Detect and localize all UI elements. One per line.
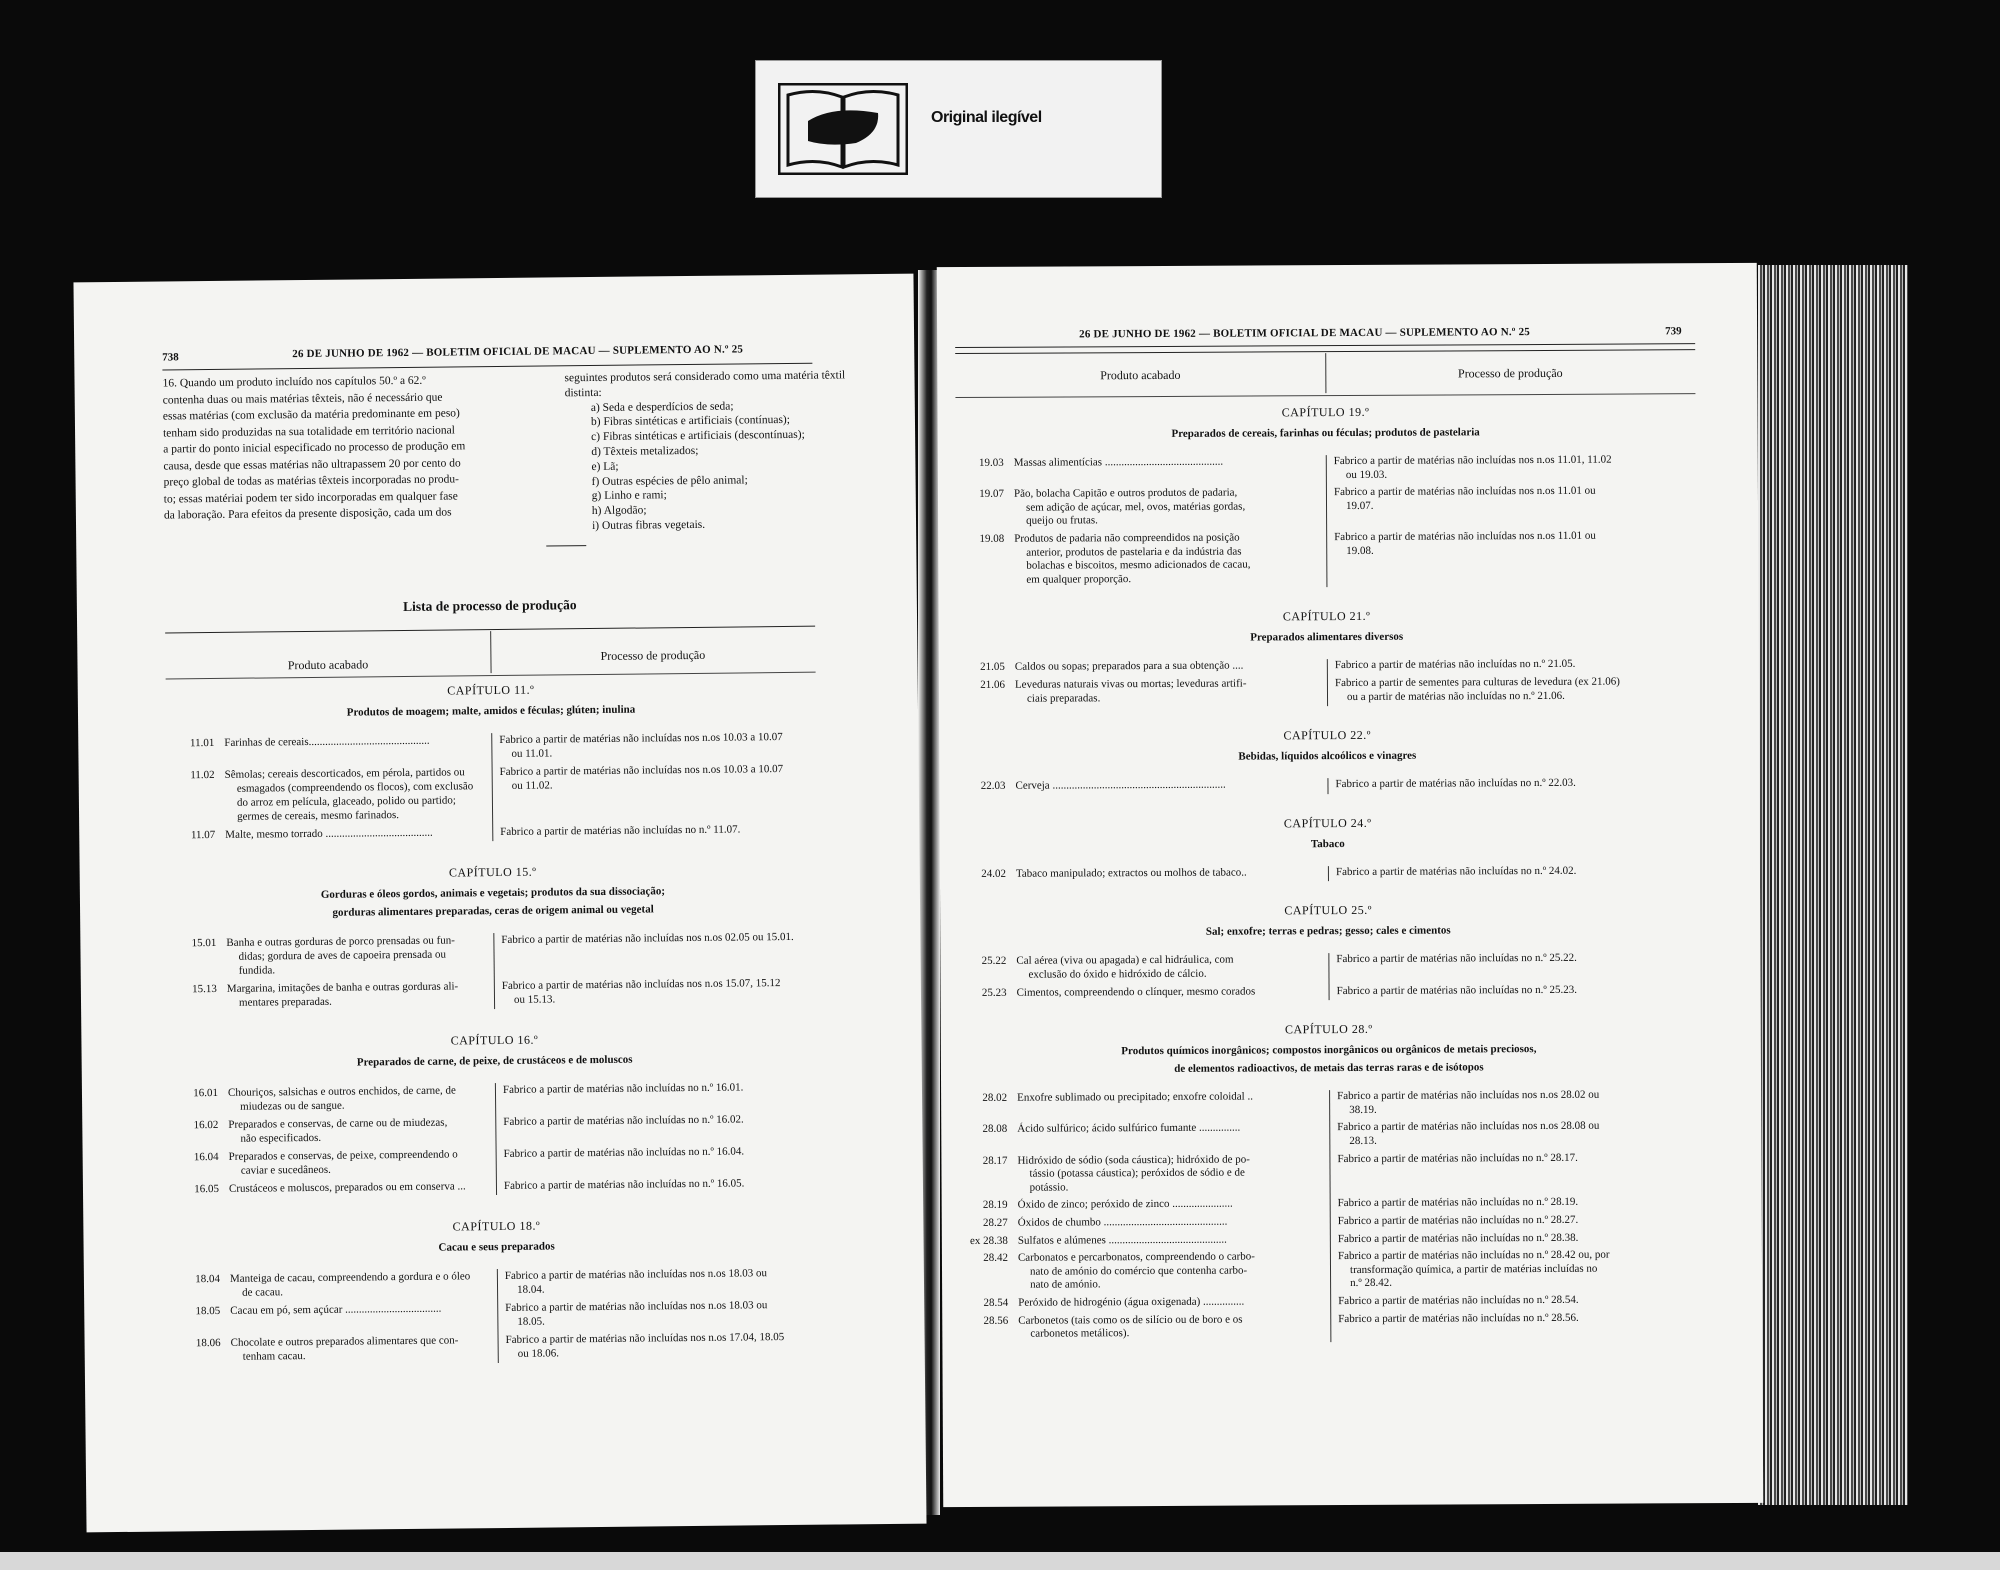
row-code: 28.56 — [983, 1314, 1009, 1327]
process-line: Fabrico a partir de matérias não incluídas nos n.os 11.01 ou — [1334, 529, 1596, 544]
row-code: 28.08 — [982, 1123, 1008, 1136]
row-product — [1018, 1313, 1324, 1342]
product-line: Produtos de padaria não compreendidos na posição — [1014, 531, 1240, 545]
process-line: Fabrico a partir de matérias não incluídas nos n.os 02.05 ou 15.01. — [501, 930, 794, 946]
process-line: ou 19.03. — [1345, 468, 1388, 481]
header-divider — [490, 631, 491, 673]
process-line: 18.04. — [516, 1283, 545, 1296]
row-code: 28.17 — [982, 1154, 1008, 1167]
process-line: Fabrico a partir de matérias não incluídas nos n.os 10.03 a 10.07 — [499, 731, 783, 746]
row-code: 28.19 — [982, 1199, 1008, 1212]
row-code: 28.54 — [983, 1296, 1009, 1309]
row-product — [1018, 1215, 1324, 1230]
product-line: anterior, produtos de pastelaria e da indústria das — [1026, 545, 1242, 559]
process-line: Fabrico a partir de matérias não incluídas nos n.os 10.03 a 10.07 — [499, 763, 784, 778]
row-product — [1018, 1233, 1324, 1248]
row-process — [1336, 952, 1698, 967]
product-line: Sêmolas; cereais descorticados, em pérola, partidos ou — [224, 766, 465, 781]
row-code: 21.05 — [980, 661, 1005, 674]
row-process — [1334, 453, 1696, 482]
row-process — [500, 822, 817, 839]
column-divider — [1327, 778, 1328, 794]
textile-list — [564, 368, 906, 534]
stamp-label: Original ilegível — [931, 109, 1042, 126]
column-divider — [1328, 866, 1329, 882]
right-page — [937, 263, 1763, 1507]
product-line: esmagados (compreendendo os flocos), com exclusão — [236, 780, 474, 795]
header-divider — [1325, 353, 1326, 393]
row-process — [1337, 1120, 1699, 1149]
paragraph-line: causa, desde que essas matérias não ultrapassem 20 por cento do — [163, 456, 461, 473]
process-line: ou 18.06. — [517, 1347, 560, 1360]
process-line: ou 11.01. — [511, 747, 553, 760]
process-line: 18.05. — [517, 1315, 545, 1328]
row-process — [499, 730, 816, 761]
row-process — [1338, 1196, 1700, 1211]
product-line: Margarina, imitações de banha e outras gorduras ali- — [226, 980, 459, 995]
process-line: 38.19. — [1349, 1103, 1377, 1116]
product-line: queijo ou frutas. — [1026, 514, 1098, 528]
row-process — [1336, 864, 1698, 879]
product-line: em qualquer proporção. — [1026, 572, 1132, 586]
paragraph-line: to; essas matériai podem ter sido incorporadas em qualquer fase — [163, 489, 458, 505]
chapter-subtitle: Sal; enxofre; terras e pedras; gesso; cales e cimentos — [1205, 924, 1451, 939]
paragraph-line: 16. Quando um produto incluído nos capítulos 50.º a 62.º — [162, 374, 426, 390]
row-process — [504, 1176, 821, 1193]
row-process — [505, 1266, 822, 1297]
chapter-title: CAPÍTULO 21.º — [1282, 609, 1371, 624]
chapter-subtitle: Preparados de cereais, farinhas ou féculas; produtos de pastelaria — [1171, 426, 1480, 440]
row-code: 28.27 — [982, 1216, 1008, 1229]
process-line: Fabrico a partir de matérias não incluídas no n.º 28.42 ou, por — [1337, 1248, 1610, 1263]
product-line: didas; gordura de aves de capoeira prensada ou — [238, 948, 446, 963]
row-product — [1014, 455, 1320, 470]
header-rule — [955, 343, 1695, 348]
col-product-header: Produto acabado — [1100, 367, 1181, 383]
list-intro-line: seguintes produtos será considerado como uma matéria têxtil — [564, 369, 846, 385]
row-code: 28.42 — [983, 1251, 1008, 1265]
product-line: sem adição de açúcar, mel, ovos, matérias gordas, — [1025, 500, 1246, 514]
product-line: Cacau em pó, sem açúcar ................................... — [230, 1302, 442, 1317]
process-line: Fabrico a partir de matérias não incluídas no n.º 16.01. — [502, 1081, 744, 1096]
list-item: a) Seda e desperdícios de seda; — [590, 400, 734, 414]
product-line: nato de amónio do comércio que contenha carbo- — [1029, 1264, 1248, 1278]
chapter-subtitle: Bebidas, líquidos alcoólicos e vinagres — [1238, 749, 1417, 763]
row-process — [501, 930, 818, 947]
process-line: Fabrico a partir de matérias não incluídas nos n.os 17.04, 18.05 — [505, 1331, 785, 1346]
row-process — [1335, 675, 1697, 704]
process-line: ou a partir de matérias não incluídas no n.º 21.06. — [1346, 689, 1565, 703]
process-line: Fabrico a partir de matérias não incluídas no n.º 28.27. — [1337, 1213, 1579, 1228]
row-product — [1014, 486, 1320, 528]
product-line: Malte, mesmo torrado ....................................... — [225, 826, 433, 841]
process-line: 28.13. — [1349, 1134, 1377, 1147]
row-code: 16.02 — [193, 1118, 219, 1132]
process-line: Fabrico a partir de matérias não incluídas nos n.os 28.02 ou — [1337, 1088, 1600, 1103]
row-product — [230, 1301, 491, 1318]
chapter-subtitle: Produtos químicos inorgânicos; compostos inorgânicos ou orgânicos de metais preciosos, — [1121, 1043, 1537, 1058]
row-process — [503, 1112, 820, 1129]
process-line: n.º 28.42. — [1350, 1277, 1393, 1290]
left-page — [73, 274, 926, 1533]
row-product — [228, 1115, 489, 1146]
row-product — [1015, 677, 1321, 706]
product-line: Cal aérea (viva ou apagada) e cal hidráulica, com — [1016, 954, 1234, 968]
process-line: Fabrico a partir de matérias não incluídas no n.º 28.54. — [1338, 1293, 1579, 1308]
process-line: Fabrico a partir de matérias não incluídas no n.º 28.38. — [1337, 1231, 1579, 1245]
paragraph-line: tenham sido produzidas na sua totalidade em território nacional — [162, 423, 455, 440]
row-product — [231, 1333, 492, 1364]
product-line: Leveduras naturais vivas ou mortas; leveduras artifi- — [1014, 677, 1247, 691]
row-code: 16.04 — [193, 1150, 219, 1164]
right-table-body — [955, 403, 1701, 1487]
process-line: transformação química, a partir de matérias incluídas no — [1349, 1262, 1598, 1276]
chapter-title: CAPÍTULO 19.º — [1281, 404, 1370, 420]
chapter-title: CAPÍTULO 15.º — [448, 864, 537, 880]
chapter-subtitle: Tabaco — [1310, 837, 1345, 851]
process-line: Fabrico a partir de matérias não incluídas nos n.os 15.07, 15.12 — [501, 977, 781, 992]
chapter-subtitle: de elementos radioactivos, de metais das terras raras e de isótopos — [1174, 1061, 1484, 1076]
product-line: Chouriços, salsichas e outros enchidos, de carne, de — [227, 1084, 456, 1099]
product-line: Chocolate e outros preparados alimentares que con- — [230, 1334, 459, 1349]
row-product — [224, 733, 485, 750]
product-line: caviar e sucedâneos. — [240, 1163, 331, 1177]
row-product — [227, 979, 488, 1010]
row-process — [500, 762, 817, 793]
row-process — [506, 1330, 823, 1361]
chapter-subtitle: Preparados de carne, de peixe, de crustáceos e de moluscos — [356, 1053, 633, 1069]
product-line: Carbonetos (tais como os de silício ou de boro e os — [1018, 1313, 1243, 1327]
list-title: Lista de processo de produção — [403, 597, 577, 614]
page-header: 26 DE JUNHO DE 1962 — BOLETIM OFICIAL DE MACAU — SUPLEMENTO AO N.º 25 — [1079, 326, 1530, 341]
process-line: Fabrico a partir de matérias não incluídas no n.º 28.56. — [1338, 1311, 1579, 1325]
row-product — [229, 1147, 490, 1178]
chapter-title: CAPÍTULO 11.º — [447, 682, 535, 698]
product-line: Preparados e conservas, de peixe, compreendendo o — [228, 1148, 458, 1163]
product-line: Manteiga de cacau, compreendendo a gordura e o óleo — [229, 1270, 471, 1285]
product-line: mentares preparadas. — [238, 995, 332, 1009]
product-line: ciais preparadas. — [1026, 691, 1101, 705]
chapter-subtitle: gorduras alimentares preparadas, ceras de origem animal ou vegetal — [332, 903, 654, 919]
process-line: Fabrico a partir de matérias não incluídas no n.º 25.23. — [1336, 983, 1578, 997]
chapter-title: CAPÍTULO 28.º — [1284, 1022, 1373, 1037]
process-line: Fabrico a partir de matérias não incluídas no n.º 16.02. — [503, 1113, 744, 1128]
process-line: Fabrico a partir de matérias não incluídas no n.º 22.03. — [1335, 777, 1576, 791]
row-product — [226, 933, 487, 978]
row-code: 21.06 — [980, 678, 1005, 691]
chapter-subtitle: Gorduras e óleos gordos, animais e vegetais; produtos da sua dissociação; — [320, 885, 666, 901]
chapter-title: CAPÍTULO 22.º — [1283, 728, 1372, 743]
row-process — [1334, 484, 1696, 513]
process-line: ou 15.13. — [513, 993, 556, 1006]
row-code: 19.07 — [979, 487, 1004, 501]
product-line: Cerveja ............................................................... — [1015, 778, 1226, 792]
row-code: 11.01 — [189, 736, 215, 750]
product-line: Preparados e conservas, de carne ou de miudezas, — [228, 1116, 448, 1131]
product-line: nato de amónio. — [1030, 1278, 1101, 1292]
list-item: g) Linho e rami; — [591, 489, 667, 503]
row-process — [1338, 1248, 1700, 1291]
chapter-title: CAPÍTULO 24.º — [1283, 815, 1372, 831]
process-line: 19.07. — [1345, 499, 1374, 512]
process-line: Fabrico a partir de matérias não incluídas no n.º 24.02. — [1335, 864, 1577, 878]
row-process — [1335, 658, 1697, 673]
row-product — [225, 765, 487, 824]
page-number: 739 — [1665, 325, 1682, 338]
row-code: 16.01 — [193, 1086, 219, 1100]
row-code: ex 28.38 — [969, 1234, 1008, 1247]
process-line: Fabrico a partir de sementes para culturas de levedura (ex 21.06) — [1334, 675, 1620, 690]
row-product — [1015, 660, 1321, 675]
product-line: potássio. — [1029, 1181, 1069, 1194]
paragraph-line: contenha duas ou mais matérias têxteis, não é necessário que — [162, 391, 443, 407]
product-line: Pão, bolacha Capitão e outros produtos de padaria, — [1013, 486, 1238, 500]
left-table-body — [166, 680, 825, 1517]
product-line: Óxidos de chumbo ............................................. — [1017, 1215, 1228, 1229]
col-product-header: Produto acabado — [287, 657, 369, 673]
process-line: ou 11.02. — [511, 779, 553, 792]
row-code: 19.08 — [979, 532, 1005, 545]
product-line: Sulfatos e alúmenes ........................................... — [1017, 1233, 1227, 1247]
list-item: b) Fibras sintéticas e artificiais (contínuas); — [590, 414, 790, 429]
row-product — [229, 1179, 490, 1196]
row-process — [1338, 1293, 1700, 1308]
row-code: 15.01 — [191, 936, 217, 950]
product-line: Cimentos, compreendendo o clínquer, mesmo corados — [1016, 985, 1256, 999]
paragraph-line: a partir do ponto inicial especificado no processo de produção em — [163, 440, 466, 456]
row-product — [1016, 954, 1322, 983]
chapter-title: CAPÍTULO 18.º — [452, 1218, 541, 1234]
row-process — [1338, 1231, 1700, 1246]
product-line: tássio (potassa cáustica); peróxidos de sódio e de — [1029, 1166, 1245, 1180]
list-item: d) Têxteis metalizados; — [591, 444, 699, 459]
row-code: 18.04 — [195, 1272, 220, 1286]
separator — [546, 545, 586, 546]
process-line: Fabrico a partir de matérias não incluídas no n.º 16.04. — [503, 1145, 745, 1160]
product-line: bolachas e biscoitos, mesmo adicionados de cacau, — [1026, 558, 1251, 572]
process-line: Fabrico a partir de matérias não incluídas no n.º 21.05. — [1334, 658, 1576, 672]
product-line: Carbonatos e percarbonatos, compreendendo o carbo- — [1017, 1250, 1255, 1264]
row-code: 16.05 — [194, 1182, 220, 1196]
row-code: 18.06 — [195, 1336, 221, 1350]
row-product — [1017, 985, 1323, 1000]
list-item: i) Outras fibras vegetais. — [591, 518, 706, 532]
chapter-title: CAPÍTULO 16.º — [450, 1032, 539, 1048]
page-header: 26 DE JUNHO DE 1962 — BOLETIM OFICIAL DE MACAU — SUPLEMENTO AO N.º 25 — [292, 343, 744, 361]
row-code: 11.02 — [190, 768, 215, 782]
process-line: Fabrico a partir de matérias não incluídas nos n.os 18.03 ou — [504, 1267, 768, 1282]
process-line: Fabrico a partir de matérias não incluídas nos n.os 11.01, 11.02 — [1333, 453, 1612, 468]
col-process-header: Processo de produção — [1457, 365, 1563, 381]
product-line: carbonetos metálicos). — [1030, 1327, 1130, 1340]
row-process — [502, 976, 819, 1007]
product-line: Hidróxido de sódio (soda cáustica); hidróxido de po- — [1017, 1153, 1250, 1167]
product-line: de cacau. — [242, 1286, 284, 1299]
table-header-rule — [955, 393, 1695, 398]
list-item: c) Fibras sintéticas e artificiais (descontínuas); — [591, 428, 805, 444]
row-product — [1015, 778, 1321, 793]
row-code: 19.03 — [979, 456, 1004, 469]
chapter-subtitle: Cacau e seus preparados — [438, 1240, 555, 1254]
list-item: e) Lã; — [591, 460, 619, 473]
row-process — [1338, 1213, 1700, 1228]
scanner-strip — [0, 1552, 2000, 1570]
product-line: Farinhas de cereais............................................ — [224, 734, 430, 749]
row-code: 25.22 — [981, 955, 1007, 968]
row-process — [503, 1080, 820, 1097]
page-number: 738 — [162, 351, 179, 364]
row-code: 24.02 — [981, 867, 1006, 880]
product-line: fundida. — [238, 964, 276, 977]
row-product — [1017, 1153, 1323, 1195]
chapter-subtitle: Preparados alimentares diversos — [1250, 631, 1404, 644]
product-line: germes de cereais, mesmo farinados. — [237, 809, 400, 823]
col-process-header: Processo de produção — [600, 647, 706, 663]
process-line: Fabrico a partir de matérias não incluídas no n.º 28.17. — [1337, 1151, 1578, 1165]
row-code: 11.07 — [190, 828, 216, 842]
row-process — [505, 1298, 822, 1329]
row-code: 28.02 — [982, 1091, 1008, 1105]
open-book-icon — [778, 83, 908, 175]
row-process — [504, 1144, 821, 1161]
process-line: Fabrico a partir de matérias não incluídas nos n.os 11.01 ou — [1333, 484, 1596, 499]
product-line: exclusão do óxido e hidróxido de cálcio. — [1028, 967, 1207, 981]
row-product — [1017, 1090, 1323, 1105]
product-line: miudezas ou de sangue. — [240, 1099, 345, 1113]
list-intro-line: distinta: — [564, 386, 602, 400]
product-line: Enxofre sublimado ou precipitado; enxofre coloidal .. — [1017, 1090, 1253, 1104]
illegible-stamp — [755, 60, 1162, 198]
row-code: 22.03 — [980, 779, 1006, 793]
process-line: Fabrico a partir de matérias não incluídas no n.º 28.19. — [1337, 1196, 1579, 1210]
row-process — [1334, 529, 1696, 558]
paragraph-line: da laboração. Para efeitos da presente disposição, cada um dos — [163, 506, 452, 522]
product-line: Peróxido de hidrogénio (água oxigenada) ............... — [1018, 1295, 1245, 1309]
chapter-subtitle: Produtos de moagem; malte, amidos e féculas; glúten; inulina — [346, 703, 636, 719]
row-product — [1014, 531, 1320, 587]
row-product — [1018, 1250, 1324, 1292]
process-line: Fabrico a partir de matérias não incluídas no n.º 11.07. — [500, 823, 741, 838]
list-item: f) Outras espécies de pêlo animal; — [591, 473, 748, 488]
row-product — [1017, 1122, 1323, 1137]
product-line: Tabaco manipulado; extractos ou molhos de tabaco.. — [1015, 866, 1247, 880]
process-line: Fabrico a partir de matérias não incluídas no n.º 16.05. — [503, 1177, 745, 1192]
row-process — [1337, 983, 1699, 998]
product-line: não especificados. — [240, 1131, 322, 1145]
product-line: Crustáceos e moluscos, preparados ou em conserva ... — [228, 1180, 466, 1195]
row-product — [228, 1083, 489, 1114]
row-code: 25.23 — [981, 986, 1007, 999]
process-line: Fabrico a partir de matérias não incluídas nos n.os 28.08 ou — [1337, 1120, 1600, 1134]
product-line: Caldos ou sopas; preparados para a sua obtenção .... — [1014, 659, 1244, 674]
product-line: Ácido sulfúrico; ácido sulfúrico fumante ............... — [1017, 1121, 1241, 1136]
chapter-title: CAPÍTULO 25.º — [1284, 903, 1372, 918]
list-item: h) Algodão; — [591, 504, 647, 518]
row-product — [1018, 1295, 1324, 1310]
row-product — [1016, 866, 1322, 881]
row-process — [1337, 1088, 1699, 1117]
paragraph-line: preço global de todas as matérias têxteis incorporadas no produ- — [163, 473, 460, 489]
row-process — [1337, 1151, 1699, 1166]
rule-16-paragraph — [162, 372, 544, 524]
product-line: tenham cacau. — [242, 1350, 306, 1363]
row-process — [1338, 1311, 1700, 1326]
product-line: do arroz em película, glaceado, polido ou partido; — [236, 794, 457, 809]
product-line: Massas alimentícias ........................................... — [1013, 455, 1224, 469]
row-process — [1335, 776, 1697, 791]
row-product — [230, 1269, 491, 1300]
product-line: Banha e outras gorduras de porco prensadas ou fun- — [226, 934, 455, 949]
product-line: Óxido de zinco; peróxido de zinco ...................... — [1017, 1198, 1233, 1212]
row-product — [1018, 1198, 1324, 1213]
process-line: Fabrico a partir de matérias não incluídas no n.º 25.22. — [1336, 952, 1577, 966]
page-edges — [1758, 265, 1908, 1505]
row-product — [225, 825, 486, 842]
process-line: 19.08. — [1346, 544, 1374, 557]
process-line: Fabrico a partir de matérias não incluídas nos n.os 18.03 ou — [505, 1299, 768, 1314]
row-code: 18.05 — [195, 1304, 221, 1318]
paragraph-line: essas matérias (com exclusão da matéria predominante em peso) — [162, 407, 460, 423]
row-code: 15.13 — [192, 982, 217, 996]
